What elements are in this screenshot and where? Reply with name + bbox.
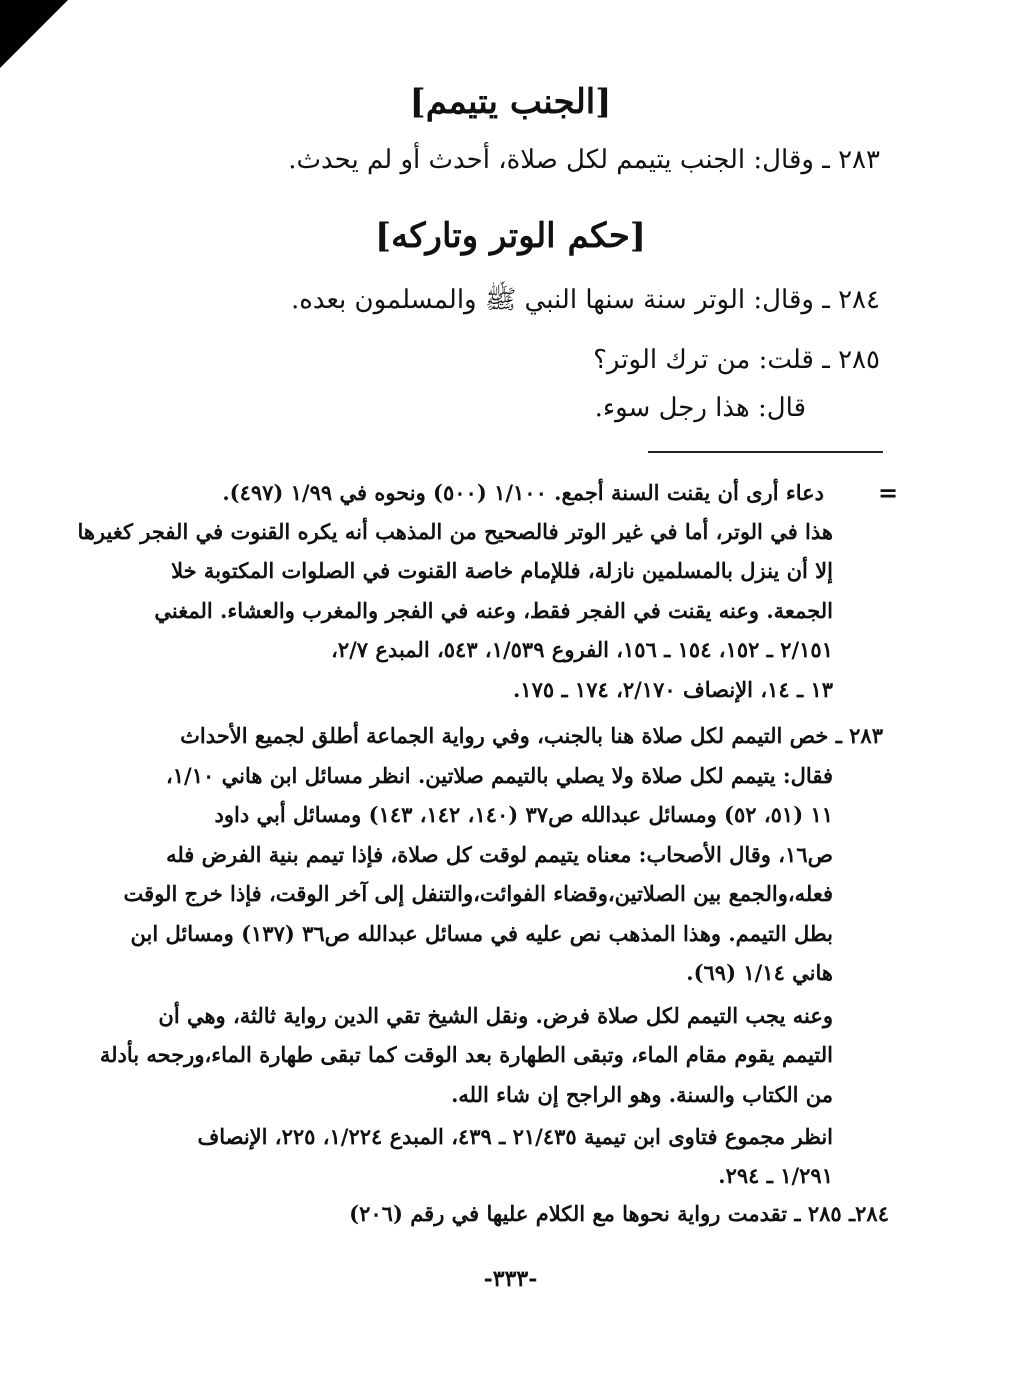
footnote-284-285-line: ٢٨٤ـ ٢٨٥ ـ تقدمت رواية نحوها مع الكلام عليها في رقم (٢٠٦) [349,1201,889,1226]
item-283: ٢٨٣ ـ وقال: الجنب يتيمم لكل صلاة، أحدث أو لم يحدث. [288,145,880,175]
footnote-283-line: وعنه يجب التيمم لكل صلاة فرض. ونقل الشيخ تقي الدين رواية ثالثة، وهي أن [158,1003,833,1028]
section-heading-witr: [حكم الوتر وتاركه] [375,216,646,256]
footnote-283-line: ١١ (٥١، ٥٢) ومسائل عبدالله ص٣٧ (١٤٠، ١٤٢، ١٤٣) ومسائل أبي داود [214,802,833,827]
footnote-283-line: ٢٨٣ ـ خص التيمم لكل صلاة هنا بالجنب، وفي رواية الجماعة أطلق لجميع الأحداث [180,723,883,748]
item-284: ٢٨٤ ـ وقال: الوتر سنة سنها النبي ﷺ والمسلمون بعده. [290,285,880,315]
footnote-continuation-marker: = [878,478,899,507]
footnote-283-line: من الكتاب والسنة. وهو الراجح إن شاء الله. [451,1082,833,1107]
footnote-283-line: هاني ١/١٤ (٦٩). [686,960,833,985]
footnote-283-line: انظر مجموع فتاوى ابن تيمية ٢١/٤٣٥ ـ ٤٣٩، المبدع ١/٢٢٤، ٢٢٥، الإنصاف [197,1124,833,1149]
item-285-answer: قال: هذا رجل سوء. [594,393,806,423]
footnote-283-line: التيمم يقوم مقام الماء، وتبقى الطهارة بعد الوقت كما تبقى طهارة الماء،ورجحه بأدلة [99,1042,833,1067]
footnote-separator [648,451,883,453]
footnote-283-line: ١/٢٩١ ـ ٢٩٤. [718,1163,833,1188]
section-heading-junub: [الجنب يتيمم] [409,82,612,122]
footnote-283-line: فقال: يتيمم لكل صلاة ولا يصلي بالتيمم صلاتين. انظر مسائل ابن هاني ١/١٠، [165,763,833,788]
footnote-line: إلا أن ينزل بالمسلمين نازلة، فللإمام خاصة القنوت في الصلوات المكتوبة خلا [171,558,833,583]
footnote-line: هذا في الوتر، أما في غير الوتر فالصحيح من المذهب أنه يكره القنوت في الفجر كغيرها [77,519,833,544]
footnote-line: ٢/١٥١ ـ ١٥٢، ١٥٤ ـ ١٥٦، الفروع ١/٥٣٩، ٥٤٣، المبدع ٢/٧، [331,637,833,662]
item-285-question: ٢٨٥ ـ قلت: من ترك الوتر؟ [593,345,880,375]
footnote-283-line: ص١٦، وقال الأصحاب: معناه يتيمم لوقت كل صلاة، فإذا تيمم بنية الفرض فله [166,842,833,867]
footnote-line: ١٣ ـ ١٤، الإنصاف ٢/١٧٠، ١٧٤ ـ ١٧٥. [512,677,833,702]
footnote-line: دعاء أرى أن يقنت السنة أجمع. ١/١٠٠ (٥٠٠) ونحوه في ١/٩٩ (٤٩٧). [222,480,824,505]
footnote-283-line: بطل التيمم. وهذا المذهب نص عليه في مسائل عبدالله ص٣٦ (١٣٧) ومسائل ابن [130,921,833,946]
footnote-line: الجمعة. وعنه يقنت في الفجر فقط، وعنه في الفجر والمغرب والعشاء. المغني [154,598,833,623]
page-number: -٣٣٣- [483,1266,538,1292]
footnote-283-line: فعله،والجمع بين الصلاتين،وقضاء الفوائت،والتنفل إلى آخر الوقت، فإذا خرج الوقت [123,881,833,906]
